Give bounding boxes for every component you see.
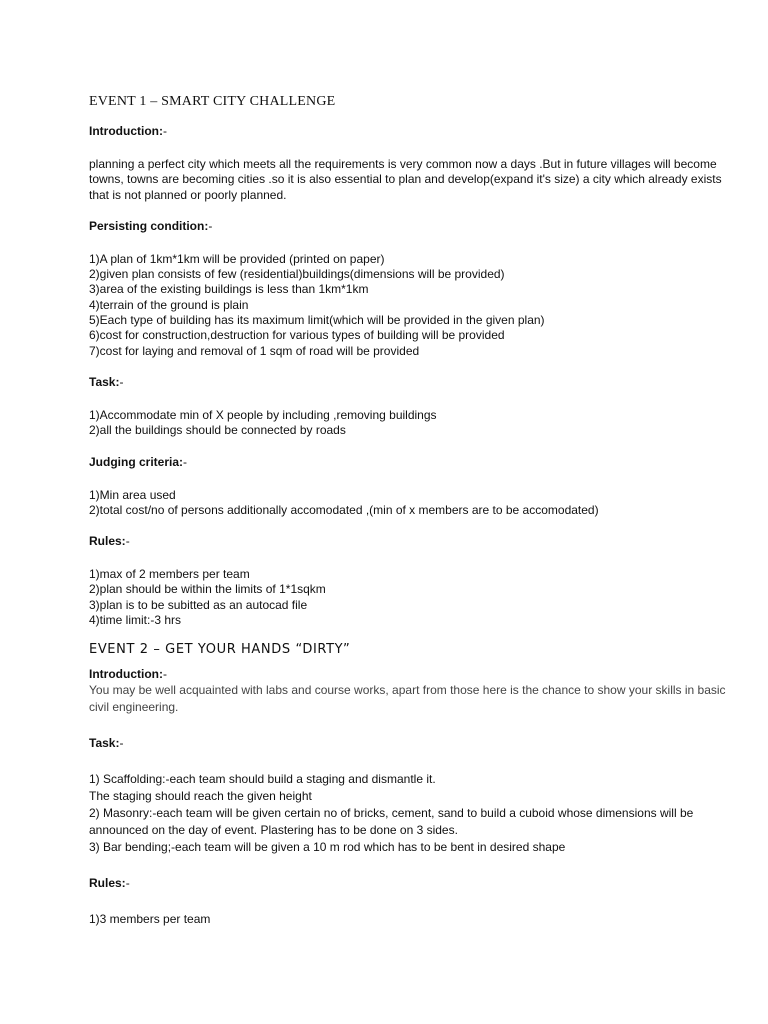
event2-title: EVENT 2 – GET YOUR HANDS “DIRTY” — [89, 642, 351, 658]
heading-suffix: - — [125, 876, 130, 891]
list-item: The staging should reach the given height — [89, 789, 312, 804]
list-item: 1)max of 2 members per team — [89, 567, 250, 582]
list-item: 3)area of the existing buildings is less than 1km*1km — [89, 282, 369, 297]
list-item: 2) Masonry:-each team will be given certain no of bricks, cement, sand to build a cuboid whose dimensions will be announced on the day of event. Plastering has to be done on 3 sides. — [89, 806, 694, 838]
heading-suffix: - — [119, 374, 124, 389]
heading-suffix: - — [183, 454, 188, 469]
heading-text: Persisting condition: — [89, 218, 209, 233]
event2-rules-list — [89, 911, 739, 928]
heading-text: Task: — [89, 374, 120, 389]
list-item: 1)3 members per team — [89, 912, 211, 927]
heading-text: Judging criteria: — [89, 454, 184, 469]
list-item: 1) Scaffolding:-each team should build a staging and dismantle it. — [89, 772, 436, 787]
list-item: 1)A plan of 1km*1km will be provided (printed on paper) — [89, 251, 385, 266]
list-item: 2)all the buildings should be connected by roads — [89, 423, 346, 438]
heading-text: Task: — [89, 736, 120, 751]
event1-judging-list — [89, 488, 739, 519]
event1-task-list — [89, 408, 739, 439]
event2-rules-heading — [89, 876, 739, 891]
list-item: 4)time limit:-3 hrs — [89, 613, 182, 628]
heading-text: Rules: — [89, 876, 126, 891]
list-item: 2)total cost/no of persons additionally accomodated ,(min of x members are to be accomodated) — [89, 502, 599, 517]
event1-judging-heading — [89, 455, 739, 470]
document-page — [89, 94, 739, 928]
event2-task-list — [89, 771, 739, 856]
list-item: 1)Min area used — [89, 487, 176, 502]
heading-suffix: - — [119, 736, 124, 751]
heading-text: Introduction: — [89, 667, 163, 682]
list-item: 2)given plan consists of few (residential)buildings(dimensions will be provided) — [89, 267, 505, 282]
event2-introduction-text: You may be well acquainted with labs and course works, apart from those here is the chance to show your skills in basic civil engineering. — [89, 683, 726, 715]
list-item: 2)plan should be within the limits of 1*1sqkm — [89, 582, 326, 597]
list-item: 7)cost for laying and removal of 1 sqm of road will be provided — [89, 343, 420, 358]
heading-suffix: - — [125, 534, 130, 549]
event1-introduction-heading — [89, 124, 739, 139]
heading-text: Introduction: — [89, 124, 163, 138]
event1-persisting-list — [89, 252, 739, 359]
heading-suffix: - — [208, 218, 213, 233]
list-item: 5)Each type of building has its maximum limit(which will be provided in the given plan) — [89, 313, 545, 328]
list-item: 6)cost for construction,destruction for various types of building will be provided — [89, 328, 505, 343]
list-item: 1)Accommodate min of X people by including ,removing buildings — [89, 407, 437, 422]
event1-title: EVENT 1 – SMART CITY CHALLENGE — [89, 94, 336, 109]
list-item: 3)plan is to be subitted as an autocad file — [89, 597, 308, 612]
heading-suffix: - — [162, 667, 167, 682]
heading-suffix: - — [162, 124, 167, 138]
list-item: 4)terrain of the ground is plain — [89, 297, 249, 312]
event1-task-heading — [89, 375, 739, 390]
event1-rules-list — [89, 567, 739, 628]
event1-introduction-text: planning a perfect city which meets all the requirements is very common now a days .But in future villages will become towns, towns are becoming cities .so it is also essential to plan and develop(expand it's size) a city which already exists that is not planned or poorly planned. — [89, 157, 722, 202]
event2-introduction-heading — [89, 667, 739, 682]
event2-task-heading — [89, 736, 739, 751]
event1-persisting-heading — [89, 219, 739, 234]
list-item: 3) Bar bending;-each team will be given a 10 m rod which has to be bent in desired shape — [89, 840, 566, 855]
heading-text: Rules: — [89, 534, 126, 549]
event1-rules-heading — [89, 534, 739, 549]
